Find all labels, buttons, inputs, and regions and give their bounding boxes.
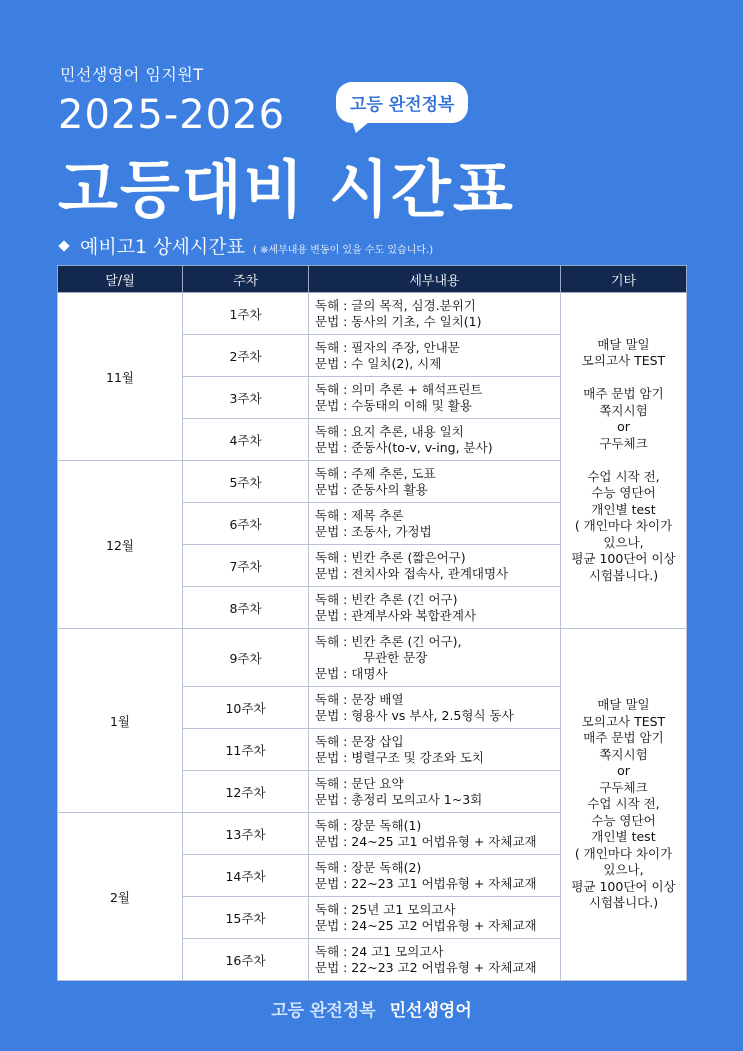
detail-line: 독해 : 필자의 주장, 안내문 xyxy=(315,339,460,355)
diamond-bullet-icon xyxy=(58,240,69,251)
detail-cell xyxy=(309,377,561,419)
detail-line: 문법 : 24~25 고2 어법유형 + 자체교재 xyxy=(315,917,537,933)
detail-cell xyxy=(309,587,561,629)
subtitle-note: ( ※세부내용 변동이 있을 수도 있습니다.) xyxy=(252,245,434,256)
detail-line: 문법 : 22~23 고2 어법유형 + 자체교재 xyxy=(315,959,537,975)
detail-cell xyxy=(309,335,561,377)
detail-line: 문법 : 준동사의 활용 xyxy=(315,481,428,497)
table-body xyxy=(58,293,687,981)
week-cell: 3주차 xyxy=(183,377,309,419)
detail-cell xyxy=(309,687,561,729)
month-cell: 11월 xyxy=(58,293,183,461)
other-note-line xyxy=(561,370,686,387)
detail-line: 독해 : 24 고1 모의고사 xyxy=(315,943,444,959)
other-notes-cell xyxy=(561,629,687,981)
detail-cell xyxy=(309,897,561,939)
week-cell: 6주차 xyxy=(183,503,309,545)
week-cell: 8주차 xyxy=(183,587,309,629)
detail-line: 독해 : 주제 추론, 도표 xyxy=(315,465,436,481)
other-note-line: 평균 100단어 이상 xyxy=(571,878,676,894)
other-note-line: 구두체크 xyxy=(599,779,648,795)
table-row xyxy=(58,629,687,687)
detail-cell xyxy=(309,939,561,981)
detail-line: 독해 : 글의 목적, 심경.분위기 xyxy=(315,297,476,313)
other-note-line: or xyxy=(617,419,630,435)
detail-line: 문법 : 관계부사와 복합관계사 xyxy=(315,607,477,623)
detail-cell xyxy=(309,771,561,813)
detail-cell xyxy=(309,729,561,771)
detail-line: 문법 : 형용사 vs 부사, 2.5형식 동사 xyxy=(315,707,514,723)
detail-line: 문법 : 수 일치(2), 시제 xyxy=(315,355,442,371)
detail-line: 독해 : 문단 요약 xyxy=(315,775,404,791)
detail-line: 독해 : 빈칸 추론 (짧은어구) xyxy=(315,549,466,565)
week-cell: 11주차 xyxy=(183,729,309,771)
detail-cell xyxy=(309,855,561,897)
other-note-line: 평균 100단어 이상 xyxy=(571,551,676,567)
detail-line: 독해 : 장문 독해(2) xyxy=(315,859,422,875)
other-note-line: 수능 영단어 xyxy=(591,485,656,501)
other-note-line: ( 개인마다 차이가 xyxy=(574,845,673,861)
detail-line: 독해 : 제목 추론 xyxy=(315,507,404,523)
week-cell: 9주차 xyxy=(183,629,309,687)
year-range: 2025-2026 xyxy=(58,92,286,138)
week-cell: 1주차 xyxy=(183,293,309,335)
week-cell: 16주차 xyxy=(183,939,309,981)
week-cell: 5주차 xyxy=(183,461,309,503)
detail-cell xyxy=(309,293,561,335)
detail-line: 독해 : 장문 독해(1) xyxy=(315,817,422,833)
detail-line: 문법 : 수동태의 이해 및 활용 xyxy=(315,397,472,413)
detail-line: 문법 : 동사의 기초, 수 일치(1) xyxy=(315,313,482,329)
other-note-line: 수능 영단어 xyxy=(591,812,656,828)
detail-cell xyxy=(309,813,561,855)
week-cell: 15주차 xyxy=(183,897,309,939)
other-note-line: 시험봅니다.) xyxy=(588,895,659,911)
footer xyxy=(0,996,743,1021)
other-note-line: 시험봅니다.) xyxy=(588,567,659,583)
week-cell: 4주차 xyxy=(183,419,309,461)
other-note-line xyxy=(561,452,686,469)
table-header-row xyxy=(58,266,687,293)
detail-line: 문법 : 24~25 고1 어법유형 + 자체교재 xyxy=(315,833,537,849)
detail-line: 문법 : 총정리 모의고사 1~3회 xyxy=(315,791,483,807)
table-row xyxy=(58,293,687,335)
header-detail: 세부내용 xyxy=(309,266,561,293)
week-cell: 10주차 xyxy=(183,687,309,729)
detail-cell xyxy=(309,545,561,587)
teacher-label: 민선생영어 임지원T xyxy=(60,65,204,84)
detail-line: 독해 : 요지 추론, 내용 일치 xyxy=(315,423,464,439)
detail-line: 문법 : 준동사(to-v, v-ing, 분사) xyxy=(315,439,493,455)
detail-cell xyxy=(309,629,561,687)
detail-cell xyxy=(309,503,561,545)
detail-line: 문법 : 병렬구조 및 강조와 도치 xyxy=(315,749,484,765)
other-note-line: 매달 말일 xyxy=(597,336,650,352)
other-note-line: 쪽지시험 xyxy=(599,402,648,418)
other-note-line: 개인별 test xyxy=(591,829,656,845)
other-note-line: 모의고사 TEST xyxy=(581,353,666,369)
week-cell: 2주차 xyxy=(183,335,309,377)
detail-line: 독해 : 빈칸 추론 (긴 어구), xyxy=(315,633,462,649)
footer-brand: 민선생영어 xyxy=(389,1001,472,1021)
month-cell: 2월 xyxy=(58,813,183,981)
detail-line: 독해 : 빈칸 추론 (긴 어구) xyxy=(315,591,458,607)
other-note-line: 수업 시작 전, xyxy=(587,468,660,484)
week-cell: 7주차 xyxy=(183,545,309,587)
footer-tagline: 고등 완전정복 xyxy=(271,1001,376,1021)
detail-line: 독해 : 문장 삽입 xyxy=(315,733,404,749)
week-cell: 13주차 xyxy=(183,813,309,855)
other-note-line: 있으나, xyxy=(603,862,644,878)
detail-cell xyxy=(309,419,561,461)
other-note-line: 모의고사 TEST xyxy=(581,713,666,729)
other-note-line: 쪽지시험 xyxy=(599,746,648,762)
page-title: 고등대비 시간표 xyxy=(58,153,515,226)
detail-line: 독해 : 의미 추론 + 해석프린트 xyxy=(315,381,483,397)
other-note-line: ( 개인마다 차이가 xyxy=(574,518,673,534)
subtitle: 예비고1 상세시간표 xyxy=(80,236,245,258)
other-note-line: 매달 말일 xyxy=(597,697,650,713)
other-note-line: 개인별 test xyxy=(591,501,656,517)
week-cell: 14주차 xyxy=(183,855,309,897)
month-cell: 12월 xyxy=(58,461,183,629)
detail-cell xyxy=(309,461,561,503)
header-week: 주차 xyxy=(183,266,309,293)
detail-line: 문법 : 22~23 고1 어법유형 + 자체교재 xyxy=(315,875,537,891)
detail-line: 독해 : 25년 고1 모의고사 xyxy=(315,901,456,917)
detail-line: 문법 : 대명사 xyxy=(315,665,388,681)
detail-line: 독해 : 문장 배열 xyxy=(315,691,404,707)
other-note-line: 매주 문법 암기 xyxy=(583,386,664,402)
other-note-line: 구두체크 xyxy=(599,435,648,451)
detail-line: 문법 : 조동사, 가정법 xyxy=(315,523,432,539)
schedule-table xyxy=(57,265,687,981)
other-note-line: 수업 시작 전, xyxy=(587,796,660,812)
badge-speech-bubble: 고등 완전정복 xyxy=(336,82,468,123)
header-other: 기타 xyxy=(561,266,687,293)
other-note-line: or xyxy=(617,763,630,779)
other-note-line: 매주 문법 암기 xyxy=(583,730,664,746)
detail-line: 문법 : 전치사와 접속사, 관계대명사 xyxy=(315,565,509,581)
week-cell: 12주차 xyxy=(183,771,309,813)
subtitle-row xyxy=(60,232,433,259)
header-month: 달/월 xyxy=(58,266,183,293)
month-cell: 1월 xyxy=(58,629,183,813)
other-note-line: 있으나, xyxy=(603,534,644,550)
detail-line: 무관한 문장 xyxy=(363,649,428,665)
other-notes-cell xyxy=(561,293,687,629)
